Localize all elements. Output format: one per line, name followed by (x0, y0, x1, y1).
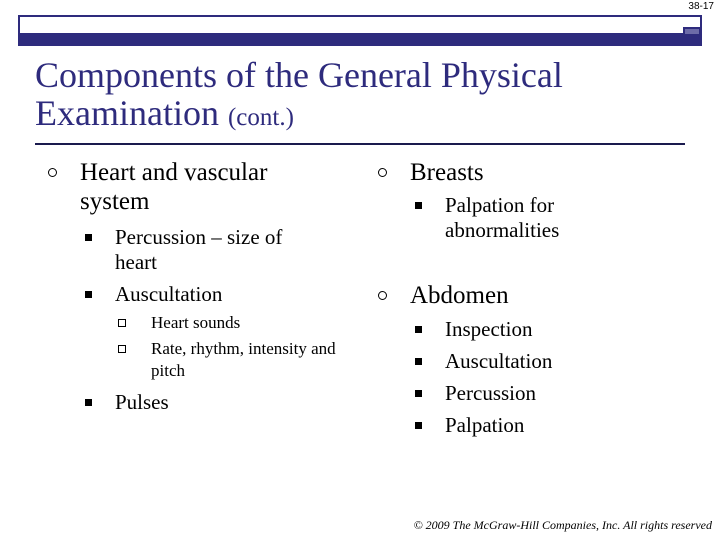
copyright-footer: © 2009 The McGraw-Hill Companies, Inc. All rights reserved (413, 518, 712, 532)
slide-title-main: Components of the General Physical Examination (35, 55, 563, 133)
bullet-text: Palpation for abnormalities (445, 193, 560, 242)
bullet-text: Inspection (445, 317, 533, 341)
square-bullet-icon (415, 358, 422, 365)
hollow-square-bullet-icon (118, 345, 126, 353)
sub-sub-bullet-rate-rhythm (40, 338, 341, 382)
bullet-text: Abdomen (410, 282, 509, 309)
square-bullet-icon (415, 422, 422, 429)
hollow-square-bullet-icon (118, 319, 126, 327)
hollow-circle-bullet-icon (378, 168, 387, 177)
bullet-text: Rate, rhythm, intensity and pitch (151, 339, 336, 380)
slide-number: 38-17 (688, 1, 714, 12)
bullet-text: Heart and vascular system (80, 159, 268, 215)
square-bullet-icon (415, 326, 422, 333)
square-bullet-icon (415, 390, 422, 397)
right-column (370, 158, 690, 438)
square-bullet-icon (85, 399, 92, 406)
hollow-circle-bullet-icon (48, 168, 57, 177)
sub-bullet-auscultation (40, 282, 350, 307)
header-band-fill (18, 33, 702, 46)
sub-bullet-inspection (370, 317, 690, 342)
sub-bullet-percussion (370, 381, 690, 406)
square-bullet-icon (415, 202, 422, 209)
bullet-text: Percussion (445, 381, 536, 405)
square-bullet-icon (85, 234, 92, 241)
bullet-text: Auscultation (115, 282, 223, 306)
sub-bullet-pulses (40, 390, 350, 415)
hollow-circle-bullet-icon (378, 291, 387, 300)
bullet-text: Auscultation (445, 349, 553, 373)
sub-bullet-percussion (40, 225, 325, 275)
bullet-heart-vascular (40, 158, 320, 216)
sub-bullet-palpation (370, 413, 690, 438)
bullet-text: Palpation (445, 413, 525, 437)
bullet-text: Percussion – size of heart (115, 225, 283, 274)
square-bullet-icon (85, 291, 92, 298)
bullet-text: Breasts (410, 159, 484, 186)
title-rule (35, 143, 685, 145)
slide-title-suffix: (cont.) (227, 104, 294, 131)
sub-sub-bullet-heart-sounds (40, 312, 350, 334)
bullet-text: Heart sounds (151, 313, 241, 332)
header-band-box-lower (683, 34, 701, 46)
slide-title (35, 56, 685, 137)
sub-bullet-auscultation (370, 349, 690, 374)
sub-bullet-palpation-abnormalities (370, 193, 625, 243)
bullet-abdomen (370, 281, 690, 310)
bullet-text: Pulses (115, 390, 169, 414)
left-column (40, 158, 350, 415)
bullet-breasts (370, 158, 690, 187)
